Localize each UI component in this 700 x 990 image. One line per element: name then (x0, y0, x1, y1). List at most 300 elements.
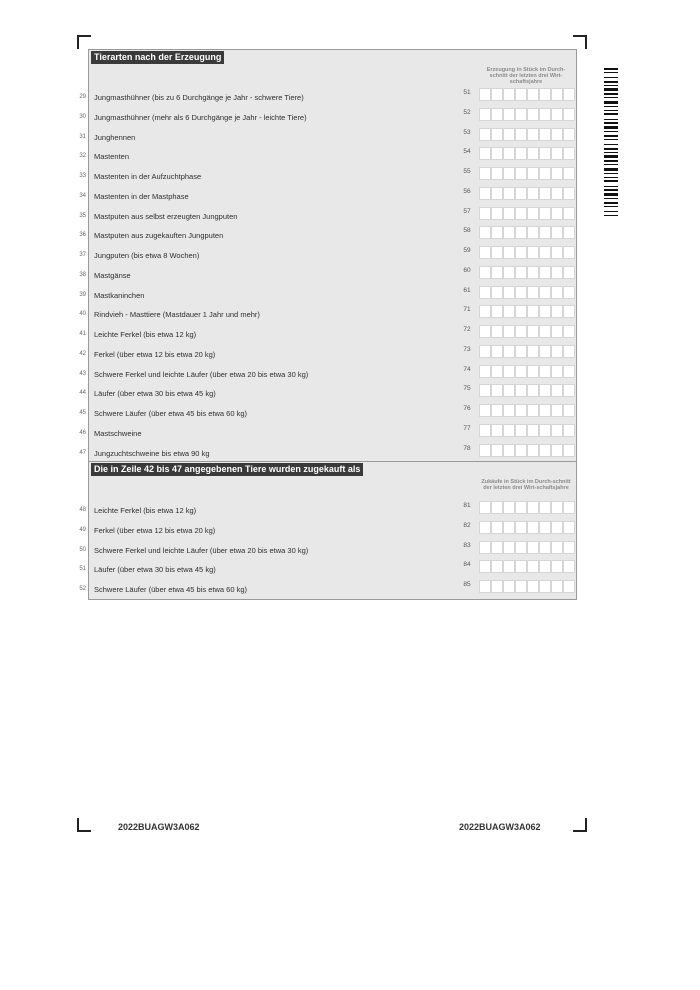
digit-box[interactable] (503, 345, 515, 358)
digit-box[interactable] (479, 541, 491, 554)
digit-box[interactable] (563, 286, 575, 299)
quantity-input-boxes[interactable] (479, 187, 575, 200)
digit-box[interactable] (563, 365, 575, 378)
digit-box[interactable] (527, 501, 539, 514)
digit-box[interactable] (479, 305, 491, 318)
quantity-input-boxes[interactable] (479, 404, 575, 417)
digit-box[interactable] (563, 147, 575, 160)
barcode-bar (604, 131, 618, 132)
quantity-input-boxes[interactable] (479, 266, 575, 279)
digit-box[interactable] (503, 365, 515, 378)
row-label: Mastenten (94, 152, 130, 162)
digit-box[interactable] (551, 226, 563, 239)
digit-box[interactable] (551, 266, 563, 279)
digit-box[interactable] (539, 108, 551, 121)
digit-box[interactable] (527, 521, 539, 534)
digit-box[interactable] (527, 365, 539, 378)
digit-box[interactable] (491, 108, 503, 121)
digit-box[interactable] (551, 521, 563, 534)
field-code: 57 (463, 207, 471, 215)
field-code: 75 (463, 385, 471, 393)
digit-box[interactable] (539, 560, 551, 573)
digit-box[interactable] (551, 246, 563, 259)
row-label: Schwere Läufer (über etwa 45 bis etwa 60 kg) (94, 409, 247, 418)
digit-box[interactable] (539, 88, 551, 101)
digit-box[interactable] (539, 444, 551, 457)
row-label: Schwere Ferkel und leichte Läufer (über etwa 20 bis etwa 30 kg) (94, 369, 309, 379)
digit-box[interactable] (515, 167, 527, 180)
digit-box[interactable] (551, 128, 563, 141)
digit-box[interactable] (491, 266, 503, 279)
digit-box[interactable] (551, 541, 563, 554)
digit-box[interactable] (515, 444, 527, 457)
digit-box[interactable] (479, 365, 491, 378)
digit-box[interactable] (563, 501, 575, 514)
digit-box[interactable] (479, 207, 491, 220)
field-code: 74 (463, 365, 471, 373)
barcode-bar (604, 93, 618, 95)
digit-box[interactable] (551, 560, 563, 573)
barcode-bar (604, 88, 618, 91)
digit-box[interactable] (503, 187, 515, 200)
digit-box[interactable] (479, 108, 491, 121)
registration-mark-top-right (573, 35, 587, 49)
digit-box[interactable] (551, 88, 563, 101)
quantity-input-boxes[interactable] (479, 305, 575, 318)
digit-box[interactable] (491, 424, 503, 437)
digit-box[interactable] (491, 147, 503, 160)
digit-box[interactable] (503, 128, 515, 141)
field-code: 71 (463, 306, 471, 314)
digit-box[interactable] (539, 187, 551, 200)
digit-box[interactable] (515, 246, 527, 259)
quantity-input-boxes[interactable] (479, 286, 575, 299)
digit-box[interactable] (563, 424, 575, 437)
row-label: Mastgänse (94, 270, 131, 280)
digit-box[interactable] (503, 521, 515, 534)
digit-box[interactable] (479, 560, 491, 573)
digit-box[interactable] (479, 404, 491, 417)
digit-box[interactable] (479, 147, 491, 160)
row-number: 43 (79, 370, 86, 377)
quantity-input-boxes[interactable] (479, 207, 575, 220)
field-code: 83 (463, 541, 471, 549)
digit-box[interactable] (551, 501, 563, 514)
digit-box[interactable] (491, 521, 503, 534)
digit-box[interactable] (551, 108, 563, 121)
digit-box[interactable] (539, 501, 551, 514)
digit-box[interactable] (539, 286, 551, 299)
row-label: Mastkaninchen (94, 290, 145, 300)
barcode-icon (604, 68, 618, 216)
digit-box[interactable] (491, 286, 503, 299)
row-label: Ferkel (über etwa 12 bis etwa 20 kg) (94, 525, 216, 535)
barcode-bar (604, 180, 618, 182)
digit-box[interactable] (539, 404, 551, 417)
digit-box[interactable] (515, 88, 527, 101)
quantity-input-boxes[interactable] (479, 128, 575, 141)
column-header-purchases: Zukäufe in Stück im Durch-schnitt der letzten drei Wirt-schaftsjahre (481, 479, 571, 491)
barcode-bar (604, 68, 618, 70)
digit-box[interactable] (479, 167, 491, 180)
digit-box[interactable] (479, 345, 491, 358)
row-label: Läufer (über etwa 30 bis etwa 45 kg) (94, 565, 216, 575)
quantity-input-boxes[interactable] (479, 521, 575, 534)
row-label: Schwere Ferkel und leichte Läufer (über etwa 20 bis etwa 30 kg) (94, 545, 309, 555)
digit-box[interactable] (503, 541, 515, 554)
digit-box[interactable] (491, 560, 503, 573)
digit-box[interactable] (563, 305, 575, 318)
digit-box[interactable] (551, 207, 563, 220)
digit-box[interactable] (563, 207, 575, 220)
digit-box[interactable] (551, 147, 563, 160)
digit-box[interactable] (515, 541, 527, 554)
field-code: 55 (463, 168, 471, 175)
digit-box[interactable] (515, 187, 527, 200)
digit-box[interactable] (539, 147, 551, 160)
digit-box[interactable] (503, 424, 515, 437)
field-code: 81 (463, 502, 471, 509)
barcode-bar (604, 72, 618, 73)
digit-box[interactable] (551, 384, 563, 397)
digit-box[interactable] (539, 266, 551, 279)
digit-box[interactable] (503, 88, 515, 101)
digit-box[interactable] (527, 444, 539, 457)
digit-box[interactable] (491, 384, 503, 397)
row-label: Mastenten in der Aufzuchtphase (94, 172, 202, 181)
barcode-bar (604, 173, 618, 174)
quantity-input-boxes[interactable] (479, 147, 575, 160)
digit-box[interactable] (491, 167, 503, 180)
digit-box[interactable] (563, 187, 575, 200)
quantity-input-boxes[interactable] (479, 444, 575, 457)
digit-box[interactable] (563, 108, 575, 121)
digit-box[interactable] (551, 444, 563, 457)
digit-box[interactable] (515, 266, 527, 279)
digit-box[interactable] (503, 305, 515, 318)
digit-box[interactable] (527, 404, 539, 417)
digit-box[interactable] (479, 580, 491, 593)
digit-box[interactable] (503, 147, 515, 160)
digit-box[interactable] (563, 404, 575, 417)
digit-box[interactable] (527, 424, 539, 437)
section-title-production: Tierarten nach der Erzeugung (91, 51, 224, 64)
digit-box[interactable] (563, 246, 575, 259)
digit-box[interactable] (491, 444, 503, 457)
digit-box[interactable] (539, 305, 551, 318)
row-label: Mastputen aus zugekauften Jungputen (94, 231, 224, 241)
digit-box[interactable] (539, 345, 551, 358)
digit-box[interactable] (503, 207, 515, 220)
digit-box[interactable] (491, 501, 503, 514)
barcode-bar (604, 148, 618, 150)
digit-box[interactable] (515, 147, 527, 160)
row-label: Jungmasthühner (bis zu 6 Durchgänge je Jahr - schwere Tiere) (94, 93, 304, 102)
digit-box[interactable] (527, 286, 539, 299)
barcode-bar (604, 106, 618, 107)
field-code: 85 (463, 581, 471, 588)
form-code-left: 2022BUAGW3A062 (118, 822, 200, 832)
digit-box[interactable] (515, 305, 527, 318)
digit-box[interactable] (539, 167, 551, 180)
row-label: Mastputen aus selbst erzeugten Jungputen (94, 211, 238, 221)
digit-box[interactable] (491, 128, 503, 141)
digit-box[interactable] (551, 345, 563, 358)
row-label: Leichte Ferkel (bis etwa 12 kg) (94, 506, 197, 515)
digit-box[interactable] (539, 424, 551, 437)
digit-box[interactable] (503, 501, 515, 514)
barcode-bar (604, 186, 618, 187)
digit-box[interactable] (491, 365, 503, 378)
digit-box[interactable] (527, 384, 539, 397)
barcode-bar (604, 110, 618, 111)
digit-box[interactable] (551, 187, 563, 200)
registration-mark-bottom-right (573, 818, 587, 832)
quantity-input-boxes[interactable] (479, 345, 575, 358)
quantity-input-boxes[interactable] (479, 541, 575, 554)
digit-box[interactable] (563, 521, 575, 534)
digit-box[interactable] (551, 286, 563, 299)
field-code: 61 (463, 286, 471, 294)
digit-box[interactable] (515, 226, 527, 239)
field-code: 77 (463, 424, 471, 432)
digit-box[interactable] (563, 325, 575, 338)
field-code: 58 (463, 227, 471, 235)
digit-box[interactable] (503, 286, 515, 299)
digit-box[interactable] (515, 521, 527, 534)
digit-box[interactable] (479, 384, 491, 397)
quantity-input-boxes[interactable] (479, 560, 575, 573)
digit-box[interactable] (563, 560, 575, 573)
form-code-right: 2022BUAGW3A062 (459, 822, 541, 832)
digit-box[interactable] (527, 580, 539, 593)
digit-box[interactable] (503, 266, 515, 279)
digit-box[interactable] (551, 365, 563, 378)
digit-box[interactable] (479, 226, 491, 239)
digit-box[interactable] (491, 88, 503, 101)
digit-box[interactable] (479, 246, 491, 259)
barcode-bar (604, 177, 618, 178)
digit-box[interactable] (515, 501, 527, 514)
digit-box[interactable] (527, 167, 539, 180)
barcode-bar (604, 126, 618, 129)
digit-box[interactable] (479, 521, 491, 534)
digit-box[interactable] (479, 187, 491, 200)
digit-box[interactable] (491, 226, 503, 239)
digit-box[interactable] (527, 147, 539, 160)
digit-box[interactable] (527, 207, 539, 220)
digit-box[interactable] (491, 404, 503, 417)
digit-box[interactable] (527, 88, 539, 101)
digit-box[interactable] (527, 266, 539, 279)
field-code: 51 (463, 89, 471, 96)
digit-box[interactable] (503, 246, 515, 259)
digit-box[interactable] (479, 424, 491, 437)
digit-box[interactable] (503, 560, 515, 573)
field-code: 76 (463, 405, 471, 412)
digit-box[interactable] (527, 246, 539, 259)
quantity-input-boxes[interactable] (479, 226, 575, 239)
row-number: 37 (79, 252, 86, 258)
barcode-bar (604, 113, 618, 115)
digit-box[interactable] (563, 266, 575, 279)
digit-box[interactable] (527, 325, 539, 338)
field-code: 53 (463, 128, 471, 136)
row-number: 33 (79, 173, 86, 179)
barcode-bar (604, 135, 618, 137)
barcode-bar (604, 206, 618, 207)
digit-box[interactable] (479, 128, 491, 141)
digit-box[interactable] (503, 384, 515, 397)
digit-box[interactable] (515, 325, 527, 338)
digit-box[interactable] (479, 88, 491, 101)
field-code: 73 (463, 345, 471, 353)
field-code: 84 (463, 561, 471, 569)
digit-box[interactable] (479, 444, 491, 457)
barcode-bar (604, 211, 618, 212)
row-label: Ferkel (über etwa 12 bis etwa 20 kg) (94, 349, 216, 359)
digit-box[interactable] (551, 404, 563, 417)
digit-box[interactable] (479, 325, 491, 338)
digit-box[interactable] (551, 424, 563, 437)
row-label: Läufer (über etwa 30 bis etwa 45 kg) (94, 389, 216, 399)
digit-box[interactable] (563, 345, 575, 358)
digit-box[interactable] (503, 580, 515, 593)
registration-mark-top-left (77, 35, 91, 49)
digit-box[interactable] (551, 305, 563, 318)
row-number: 48 (79, 507, 86, 513)
row-number: 52 (79, 586, 86, 592)
quantity-input-boxes[interactable] (479, 365, 575, 378)
digit-box[interactable] (515, 108, 527, 121)
digit-box[interactable] (527, 541, 539, 554)
field-code: 52 (463, 108, 471, 116)
digit-box[interactable] (503, 404, 515, 417)
quantity-input-boxes[interactable] (479, 424, 575, 437)
digit-box[interactable] (503, 325, 515, 338)
digit-box[interactable] (491, 246, 503, 259)
digit-box[interactable] (491, 325, 503, 338)
quantity-input-boxes[interactable] (479, 501, 575, 514)
digit-box[interactable] (551, 580, 563, 593)
digit-box[interactable] (503, 167, 515, 180)
digit-box[interactable] (539, 325, 551, 338)
digit-box[interactable] (539, 246, 551, 259)
digit-box[interactable] (527, 128, 539, 141)
quantity-input-boxes[interactable] (479, 384, 575, 397)
digit-box[interactable] (527, 345, 539, 358)
digit-box[interactable] (527, 226, 539, 239)
barcode-bar (604, 101, 618, 104)
digit-box[interactable] (563, 580, 575, 593)
digit-box[interactable] (515, 207, 527, 220)
row-number: 46 (79, 429, 86, 436)
digit-box[interactable] (503, 444, 515, 457)
row-number: 41 (79, 331, 86, 337)
digit-box[interactable] (515, 128, 527, 141)
field-code: 56 (463, 187, 471, 195)
barcode-bar (604, 144, 618, 145)
row-number: 31 (79, 133, 86, 140)
digit-box[interactable] (563, 541, 575, 554)
digit-box[interactable] (515, 286, 527, 299)
row-number: 36 (79, 232, 86, 239)
digit-box[interactable] (515, 384, 527, 397)
digit-box[interactable] (503, 108, 515, 121)
section-title-purchases: Die in Zeile 42 bis 47 angegebenen Tiere wurden zugekauft als (91, 463, 363, 476)
row-label: Mastenten in der Mastphase (94, 191, 189, 201)
digit-box[interactable] (479, 501, 491, 514)
quantity-input-boxes[interactable] (479, 88, 575, 101)
digit-box[interactable] (551, 325, 563, 338)
row-number: 47 (79, 449, 86, 456)
barcode-bar (604, 81, 618, 83)
digit-box[interactable] (491, 305, 503, 318)
digit-box[interactable] (479, 286, 491, 299)
digit-box[interactable] (515, 560, 527, 573)
row-label: Jungmasthühner (mehr als 6 Durchgänge je Jahr - leichte Tiere) (94, 112, 307, 122)
field-code: 82 (463, 521, 471, 529)
digit-box[interactable] (563, 167, 575, 180)
quantity-input-boxes[interactable] (479, 108, 575, 121)
digit-box[interactable] (527, 305, 539, 318)
digit-box[interactable] (491, 187, 503, 200)
digit-box[interactable] (503, 226, 515, 239)
digit-box[interactable] (527, 560, 539, 573)
digit-box[interactable] (479, 266, 491, 279)
barcode-bar (604, 202, 618, 204)
digit-box[interactable] (539, 128, 551, 141)
digit-box[interactable] (527, 108, 539, 121)
digit-box[interactable] (491, 580, 503, 593)
quantity-input-boxes[interactable] (479, 167, 575, 180)
digit-box[interactable] (515, 580, 527, 593)
digit-box[interactable] (515, 424, 527, 437)
quantity-input-boxes[interactable] (479, 325, 575, 338)
digit-box[interactable] (551, 167, 563, 180)
digit-box[interactable] (515, 345, 527, 358)
barcode-bar (604, 168, 618, 171)
digit-box[interactable] (515, 365, 527, 378)
barcode-bar (604, 160, 618, 162)
digit-box[interactable] (539, 226, 551, 239)
digit-box[interactable] (563, 444, 575, 457)
digit-box[interactable] (539, 580, 551, 593)
digit-box[interactable] (539, 207, 551, 220)
digit-box[interactable] (491, 207, 503, 220)
digit-box[interactable] (491, 541, 503, 554)
digit-box[interactable] (515, 404, 527, 417)
digit-box[interactable] (563, 88, 575, 101)
row-label: Mastschweine (94, 428, 142, 438)
digit-box[interactable] (527, 187, 539, 200)
quantity-input-boxes[interactable] (479, 580, 575, 593)
digit-box[interactable] (539, 541, 551, 554)
digit-box[interactable] (539, 384, 551, 397)
row-number: 49 (79, 526, 86, 533)
digit-box[interactable] (539, 521, 551, 534)
digit-box[interactable] (563, 384, 575, 397)
row-label: Jungzuchtschweine bis etwa 90 kg (94, 448, 210, 458)
digit-box[interactable] (563, 226, 575, 239)
quantity-input-boxes[interactable] (479, 246, 575, 259)
digit-box[interactable] (563, 128, 575, 141)
digit-box[interactable] (491, 345, 503, 358)
field-code: 54 (463, 148, 471, 156)
barcode-bar (604, 215, 618, 216)
digit-box[interactable] (539, 365, 551, 378)
row-label: Leichte Ferkel (bis etwa 12 kg) (94, 330, 197, 339)
